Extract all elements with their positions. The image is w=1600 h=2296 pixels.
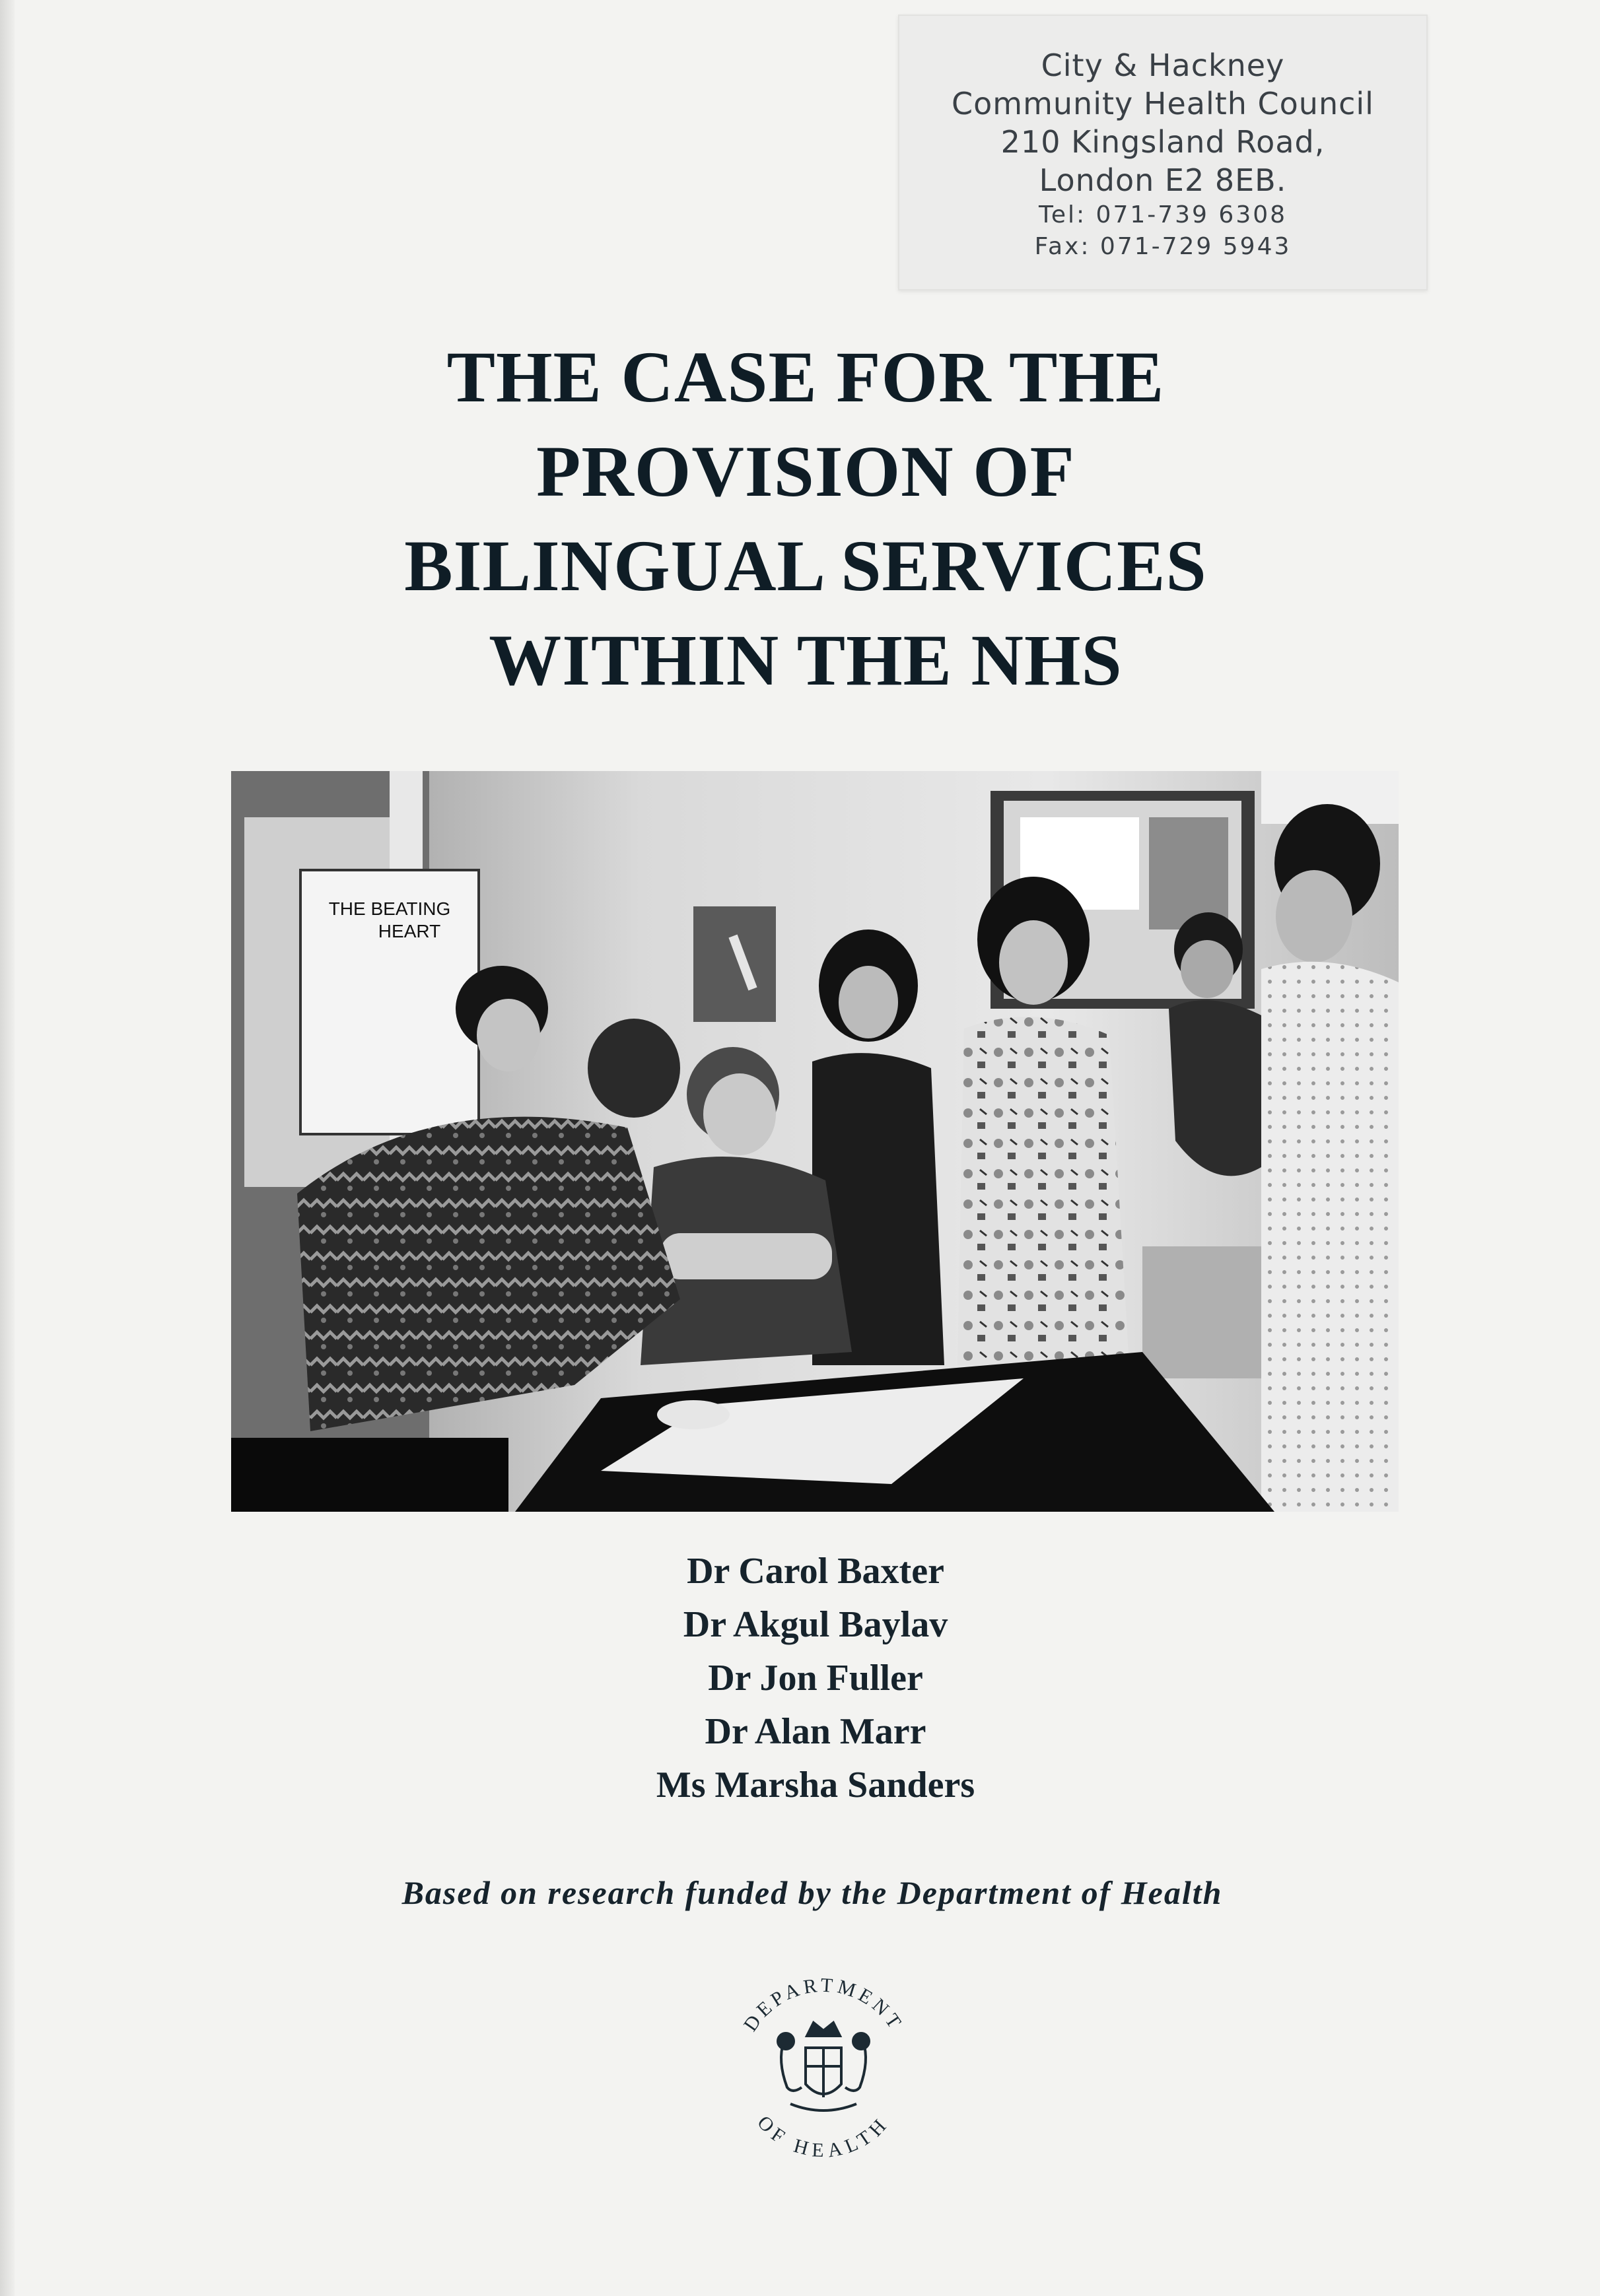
author-name: Dr Jon Fuller bbox=[708, 1658, 923, 1699]
document-title bbox=[277, 330, 1334, 708]
stamp-tel: Tel: 071-739 6308 bbox=[1038, 201, 1288, 228]
title-line: PROVISION OF bbox=[536, 431, 1075, 512]
author-name: Ms Marsha Sanders bbox=[656, 1765, 975, 1806]
title-line: THE CASE FOR THE bbox=[446, 337, 1165, 417]
author-name: Dr Carol Baxter bbox=[687, 1551, 944, 1592]
authors-list bbox=[462, 1545, 1169, 1812]
sign-line-2: HEART bbox=[378, 921, 441, 941]
department-of-health-seal bbox=[714, 1962, 932, 2180]
council-address-stamp bbox=[898, 15, 1428, 290]
seal-top-text: DEPARTMENT bbox=[739, 1974, 908, 2036]
seal-bottom-text: OF HEALTH bbox=[753, 2111, 894, 2162]
stamp-line: London E2 8EB. bbox=[1039, 162, 1287, 198]
title-line: WITHIN THE NHS bbox=[489, 620, 1123, 700]
stamp-fax: Fax: 071-729 5943 bbox=[1034, 233, 1292, 260]
crest-icon bbox=[714, 1962, 932, 2180]
author-name: Dr Akgul Baylav bbox=[683, 1604, 948, 1645]
cover-photo bbox=[231, 771, 1399, 1512]
sign-line-1: THE BEATING bbox=[328, 898, 451, 919]
funding-note: Based on research funded by the Department of Health bbox=[401, 1874, 1223, 1911]
stamp-line: Community Health Council bbox=[952, 86, 1374, 121]
title-line: BILINGUAL SERVICES bbox=[404, 525, 1207, 606]
stamp-line: City & Hackney bbox=[1041, 48, 1285, 83]
cover-photo-illustration bbox=[231, 771, 1399, 1512]
author-name: Dr Alan Marr bbox=[705, 1711, 926, 1752]
stamp-line: 210 Kingsland Road, bbox=[1000, 124, 1325, 160]
svg-text:OF HEALTH bbox=[753, 2112, 894, 2162]
page-edge bbox=[0, 0, 15, 2296]
svg-text:DEPARTMENT bbox=[740, 1975, 908, 2036]
